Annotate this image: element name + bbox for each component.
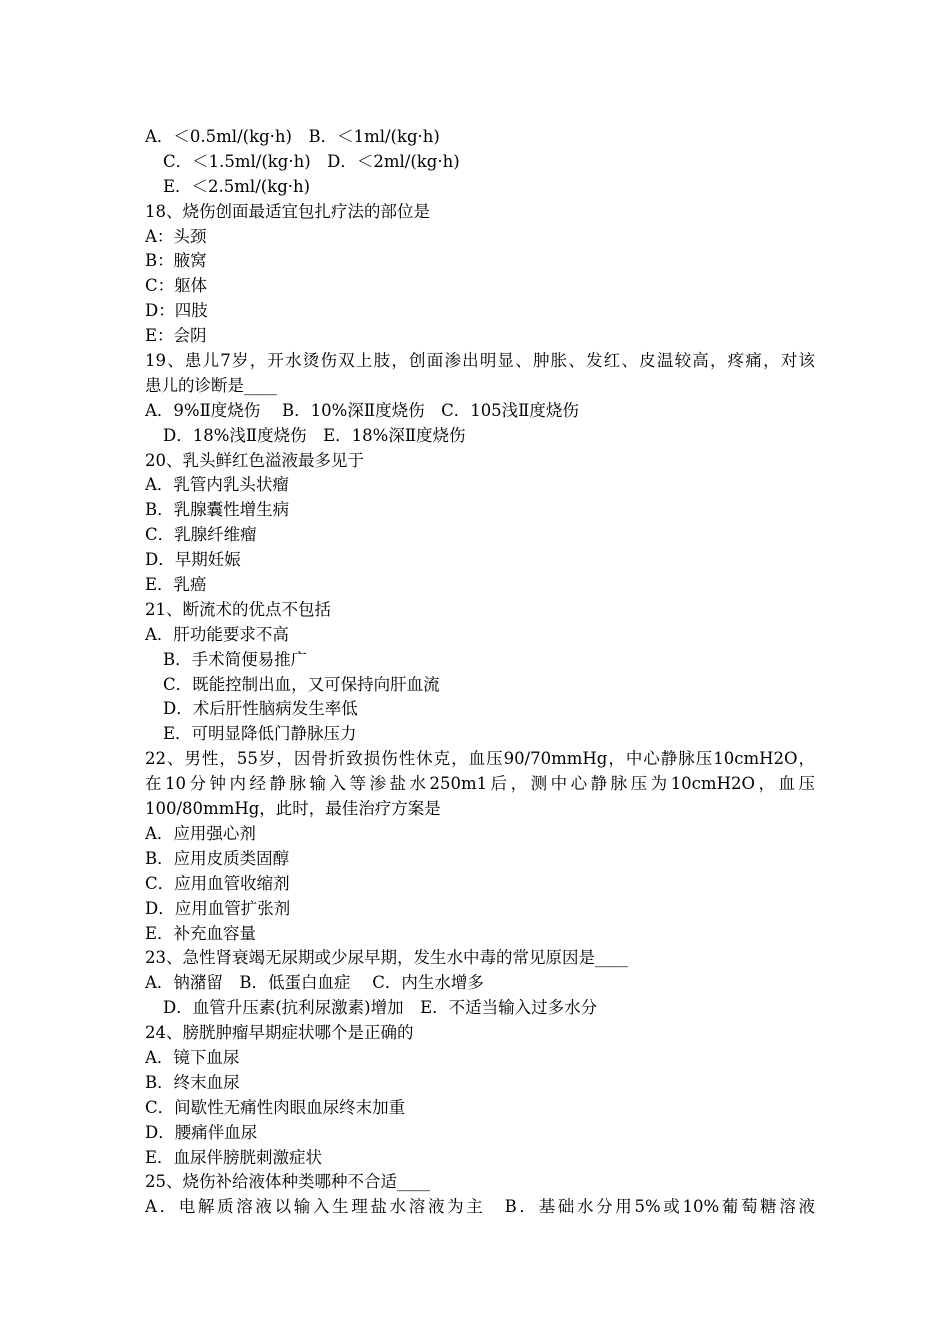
text-line: A．镜下血尿 (145, 1047, 240, 1067)
text-line: D：四肢 (145, 301, 208, 321)
text-line: A．应用强心剂 (145, 823, 256, 843)
text-line: 23、急性肾衰竭无尿期或少尿早期，发生水中毒的常见原因是____ (145, 948, 628, 968)
text-line: 21、断流术的优点不包括 (145, 599, 331, 619)
text-line: B．终末血尿 (145, 1072, 240, 1092)
text-line: C：躯体 (145, 276, 208, 296)
text-line: E．＜2.5ml/(kg·h) (163, 176, 311, 196)
text-line: C．应用血管收缩剂 (145, 873, 290, 893)
text-line: D．腰痛伴血尿 (145, 1122, 258, 1142)
text-line: 19、患儿7岁，开水烫伤双上肢，创面渗出明显、肿胀、发红、皮温较高，疼痛，对该 (145, 351, 815, 371)
text-line: 25、烧伤补给液体种类哪种不合适____ (145, 1172, 430, 1192)
text-line: A．乳管内乳头状瘤 (145, 475, 289, 495)
text-line: E．乳癌 (145, 575, 207, 595)
text-line: 20、乳头鲜红色溢液最多见于 (145, 450, 364, 470)
text-line: E：会阴 (145, 326, 207, 346)
text-line: B．应用皮质类固醇 (145, 848, 290, 868)
text-line: 在10分钟内经静脉输入等渗盐水250m1后，测中心静脉压为10cmH2O，血压 (145, 774, 815, 794)
text-line: D．早期妊娠 (145, 550, 241, 570)
text-line: D．术后肝性脑病发生率低 (163, 699, 358, 719)
text-line: 24、膀胱肿瘤早期症状哪个是正确的 (145, 1023, 414, 1043)
text-line: A．肝功能要求不高 (145, 624, 289, 644)
text-line: B．手术简便易推广 (163, 649, 308, 669)
text-line: C．乳腺纤维瘤 (145, 525, 257, 545)
text-line: 100/80mmHg，此时，最佳治疗方案是 (145, 799, 441, 819)
text-line: A．＜0.5ml/(kg·h) B．＜1ml/(kg·h) (145, 127, 440, 146)
text-line: B．乳腺囊性增生病 (145, 500, 290, 520)
text-line: C．间歇性无痛性肉眼血尿终末加重 (145, 1097, 406, 1117)
text-line: A．电解质溶液以输入生理盐水溶液为主 B．基础水分用5%或10%葡萄糖溶液 (145, 1197, 815, 1217)
text-line: C．＜1.5ml/(kg·h) D．＜2ml/(kg·h) (163, 151, 460, 171)
text-line: A．钠潴留 B．低蛋白血症 C．内生水增多 (145, 973, 484, 993)
text-line: 22、男性，55岁，因骨折致损伤性休克，血压90/70mmHg，中心静脉压10cmH2O， (145, 749, 815, 769)
text-line: D．应用血管扩张剂 (145, 898, 291, 918)
document-body (145, 125, 815, 1220)
text-line: E．可明显降低门静脉压力 (163, 724, 357, 744)
text-line: A：头颈 (145, 226, 207, 246)
text-line: A．9%Ⅱ度烧伤 B．10%深Ⅱ度烧伤 C．105浅Ⅱ度烧伤 (145, 400, 579, 420)
text-line: 18、烧伤创面最适宜包扎疗法的部位是 (145, 201, 430, 221)
text-line: C．既能控制出血，又可保持向肝血流 (163, 674, 440, 694)
text-line: B：腋窝 (145, 251, 207, 271)
text-line: E．血尿伴膀胱刺激症状 (145, 1147, 323, 1167)
text-line: E．补充血容量 (145, 923, 257, 943)
text-line: D．18%浅Ⅱ度烧伤 E．18%深Ⅱ度烧伤 (163, 425, 466, 445)
text-line: D．血管升压素(抗利尿激素)增加 E．不适当输入过多水分 (163, 998, 598, 1018)
text-line: 患儿的诊断是____ (145, 375, 277, 395)
